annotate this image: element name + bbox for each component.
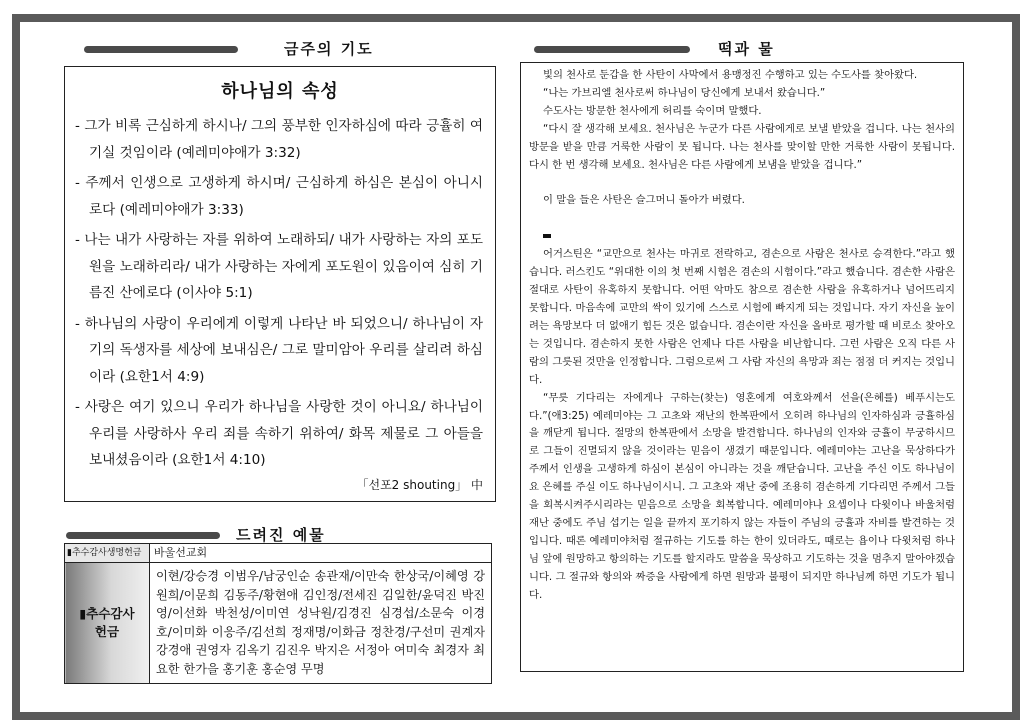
verse-item: - 하나님의 사랑이 우리에게 이렇게 나타난 바 되었으니/ 하나님이 자기의 독생자를 세상에 보내심은/ 그로 말미암아 우리를 살리려 하심이라 (요한1서 4:9) <box>75 311 483 391</box>
prayer-section-title: 금주의 기도 <box>284 40 374 58</box>
verse-list <box>65 113 495 474</box>
story-paragraph: 이 말을 들은 사탄은 슬그머니 돌아가 버렸다. <box>543 194 745 207</box>
verse-source: 「선포2 shouting」 中 <box>356 477 483 492</box>
prayer-section-header <box>84 38 384 62</box>
story-paragraph: 어거스틴은 “교만으로 천사는 마귀로 전락하고, 겸손으로 사람은 천사로 승격한다.”라고 했습니다. 러스킨도 “위대한 이의 첫 번째 시험은 겸손의 시험이다.”라고 했습니다. 겸손한 사람은 절대로 사탄이 유혹하지 못합니다. 어떤 악마도 참으로 겸손한 사람을 유혹하거나 넘어뜨리지 못합니다. 마음속에 교만의 싹이 있기에 스스로 시험에 빠지게 되는 것입니다. 자기 자신을 높이려는 욕망보다 더 없애기 힘든 것은 없습니다. 겸손이란 자신을 올바로 평가할 때 비로소 찾아오는 것입니다. 겸손하지 못한 사람은 언제나 다른 사람을 비난합니다. 그런 사람은 오직 다른 사람의 그릇된 것만을 인정합니다. 그럼으로써 그 사람 자신의 욕망과 죄는 점점 더 커지는 것입니다. <box>529 248 955 386</box>
story-text <box>521 63 963 604</box>
story-paragraph: “나는 가브리엘 천사로써 하나님이 당신에게 보내서 왔습니다.” <box>543 86 826 99</box>
story-paragraph: 수도사는 방문한 천사에게 허리를 숙이며 말했다. <box>543 104 762 117</box>
offering-names: 이현/강승경 이범우/남궁인순 송관재/이만숙 한상국/이혜영 강원희/이문희 김동주/황현애 김인정/전세진 김일한/윤덕진 박진영/이선화 박천성/이미연 성낙원/김경진 심경섭/소문숙 이경호/이미화 이응주/김선희 정재명/이화금 정찬경/구선미 권계자 강경애 권영자 김옥기 김진우 박지은 서정아 여미숙 최경자 최요한 한가을 홍기훈 홍순영 무명 <box>150 563 492 684</box>
offering-head-value: 바울선교회 <box>150 544 492 563</box>
offering-label-line2: 헌금 <box>94 623 120 639</box>
story-paragraph: “다시 잘 생각해 보세요. 천사님은 누군가 다른 사람에게로 보낼 받았을 겁니다. 나는 천사의 방문을 받을 만큼 거룩한 사람이 못 됩니다. 나는 천사를 맞이할 만한 거룩한 사람이 못됩니다. 다시 한 번 생각해 보세요. 천사님은 다른 사람에게 보냄을 받았을 겁니다.” <box>529 122 955 171</box>
offering-table <box>64 543 492 684</box>
bread-water-section-title: 떡과 물 <box>718 40 775 58</box>
story-box <box>520 62 964 672</box>
separator-mark <box>543 234 551 238</box>
header-bar <box>534 46 690 53</box>
verse-title: 하나님의 속성 <box>221 81 339 102</box>
offering-head-row <box>65 544 492 563</box>
offering-label-line1: ▮추수감사 <box>79 605 135 621</box>
verse-item: - 주께서 인생으로 고생하게 하시며/ 근심하게 하심은 본심이 아니시로다 (예레미야애가 3:33) <box>75 170 483 223</box>
verse-item: - 사랑은 여기 있으니 우리가 하나님을 사랑한 것이 아니요/ 하나님이 우리를 사랑하사 우리 죄를 속하기 위하여/ 화목 제물로 그 아들을 보내셨음이라 (요한1서 4:10) <box>75 394 483 474</box>
story-paragraph: “무릇 기다리는 자에게나 구하는(찾는) 영혼에게 여호와께서 선을(은혜를) 베푸시는도다.”(애3:25) 예레미야는 그 고초와 재난의 한복판에서 오히려 하나님의 인자하심과 긍휼하심을 깨닫게 됩니다. 절망의 한복판에서 소망을 발견합니다. 하나님의 인자와 긍휼이 무궁하시므로 그들이 진멸되지 않을 것이라는 믿음이 생겼기 때문입니다. 예레미야는 고난을 묵상하다가 주께서 인생을 고생하게 하심이 본심이 아니라는 것을 깨닫습니다. 고난을 주신 이도 하나님이요 은혜를 주실 이도 하나님이시니. 그 고초와 재난 중에 조용히 겸손하게 기다리면 주께서 그들을 회복시켜주시리라는 믿음으로 소망을 회복합니다. 예레미야나 요셉이나 다윗이나 바울처럼 재난 중에도 주님 섭기는 일을 끝까지 포기하지 않는 자들이 주님의 긍휼과 자비를 발견하는 것입니다. 때론 예레미야처럼 절규하는 기도를 하는 한이 있더라도, 때로는 욥이나 다윗처럼 하나님 앞에 원망하고 항의하는 기도를 할지라도 말씀을 묵상하고 기도하는 것을 멈추지 말아야겠습니다. 그 절규와 항의와 짜증을 사람에게 하면 원망과 불평이 되지만 하나님께 하면 기도가 됩니다. <box>529 391 955 601</box>
offering-label <box>65 563 150 684</box>
bread-water-section-header <box>534 38 834 62</box>
offering-head-label: ▮추수감사생명헌금 <box>65 544 150 563</box>
header-bar <box>84 46 238 53</box>
verse-box <box>64 66 496 502</box>
verse-item: - 나는 내가 사랑하는 자를 위하여 노래하되/ 내가 사랑하는 자의 포도원을 노래하리라/ 내가 사랑하는 자에게 포도원이 있음이여 심히 기름진 산에로다 (이사야 5:1) <box>75 227 483 307</box>
offering-section-title: 드려진 예물 <box>236 526 326 544</box>
verse-item: - 그가 비록 근심하게 하시나/ 그의 풍부한 인자하심에 따라 긍휼히 여기실 것임이라 (예레미야애가 3:32) <box>75 113 483 166</box>
offering-body-row <box>65 563 492 684</box>
story-paragraph: 빛의 천사로 둔갑을 한 사탄이 사막에서 용맹정진 수행하고 있는 수도사를 찾아왔다. <box>543 69 918 81</box>
header-bar <box>66 532 220 539</box>
